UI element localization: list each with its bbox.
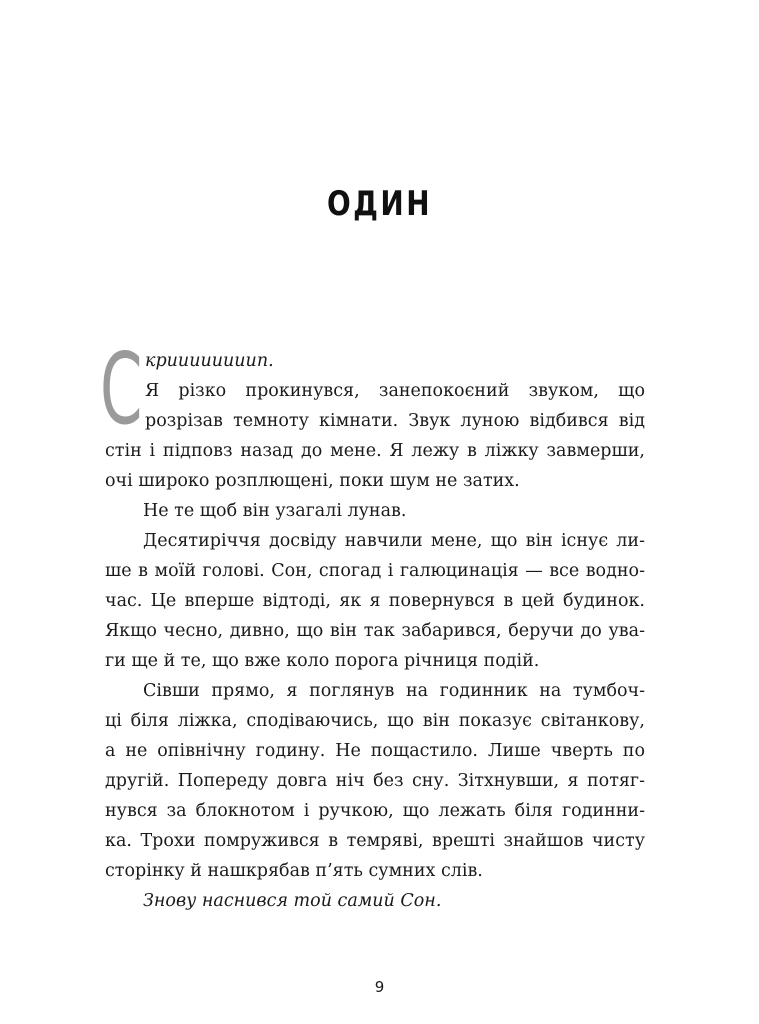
text-line: нувся за блокнотом і ручкою, що лежать біля годинни- [105,801,645,821]
text-line: Сівши прямо, я поглянув на годинник на тумбоч- [143,681,645,701]
text-line: розрізав темноту кімнати. Звук луною відбився від [145,411,645,431]
text-line: стін і підповз назад до мене. Я лежу в ліжку завмерши, [105,441,645,461]
text-line-italic-closing: Знову наснився той самий Сон. [143,891,442,911]
text-line: час. Це вперше відтоді, як я повернувся в цей будинок. [105,591,645,611]
drop-cap-letter: С [100,333,143,447]
chapter-body [105,346,645,916]
text-line: а не опівнічну годину. Не пощастило. Лише чверть по [105,741,645,761]
text-line: Десятиріччя досвіду навчили мене, що він існує ли- [143,531,645,551]
text-line: ги ще й те, що вже коло порога річниця подій. [105,651,540,671]
text-line: Не те щоб він узагалі лунав. [143,501,407,521]
text-line: очі широко розплющені, поки шум не затих. [105,471,520,491]
text-line: Я різко прокинувся, занепокоєний звуком, що [145,381,645,401]
text-line: сторінку й нашкрябав п’ять сумних слів. [105,861,483,881]
text-line: ше в моїй голові. Сон, спогад і галюцинація — все водно- [105,561,645,581]
page-number: 9 [374,978,385,996]
text-line: Якщо чесно, дивно, що він так забарився, беручи до ува- [105,621,645,641]
text-line: ка. Трохи помружився в темряві, врешті знайшов чисту [105,831,645,851]
chapter-title: ОДИН [326,184,433,224]
text-line: другій. Попереду довга ніч без сну. Зітхнувши, я потяг- [105,771,645,791]
text-line: ці біля ліжка, сподіваючись, що він показує світанкову, [105,711,645,731]
text-line-italic-opening: криииииииип. [145,351,274,371]
